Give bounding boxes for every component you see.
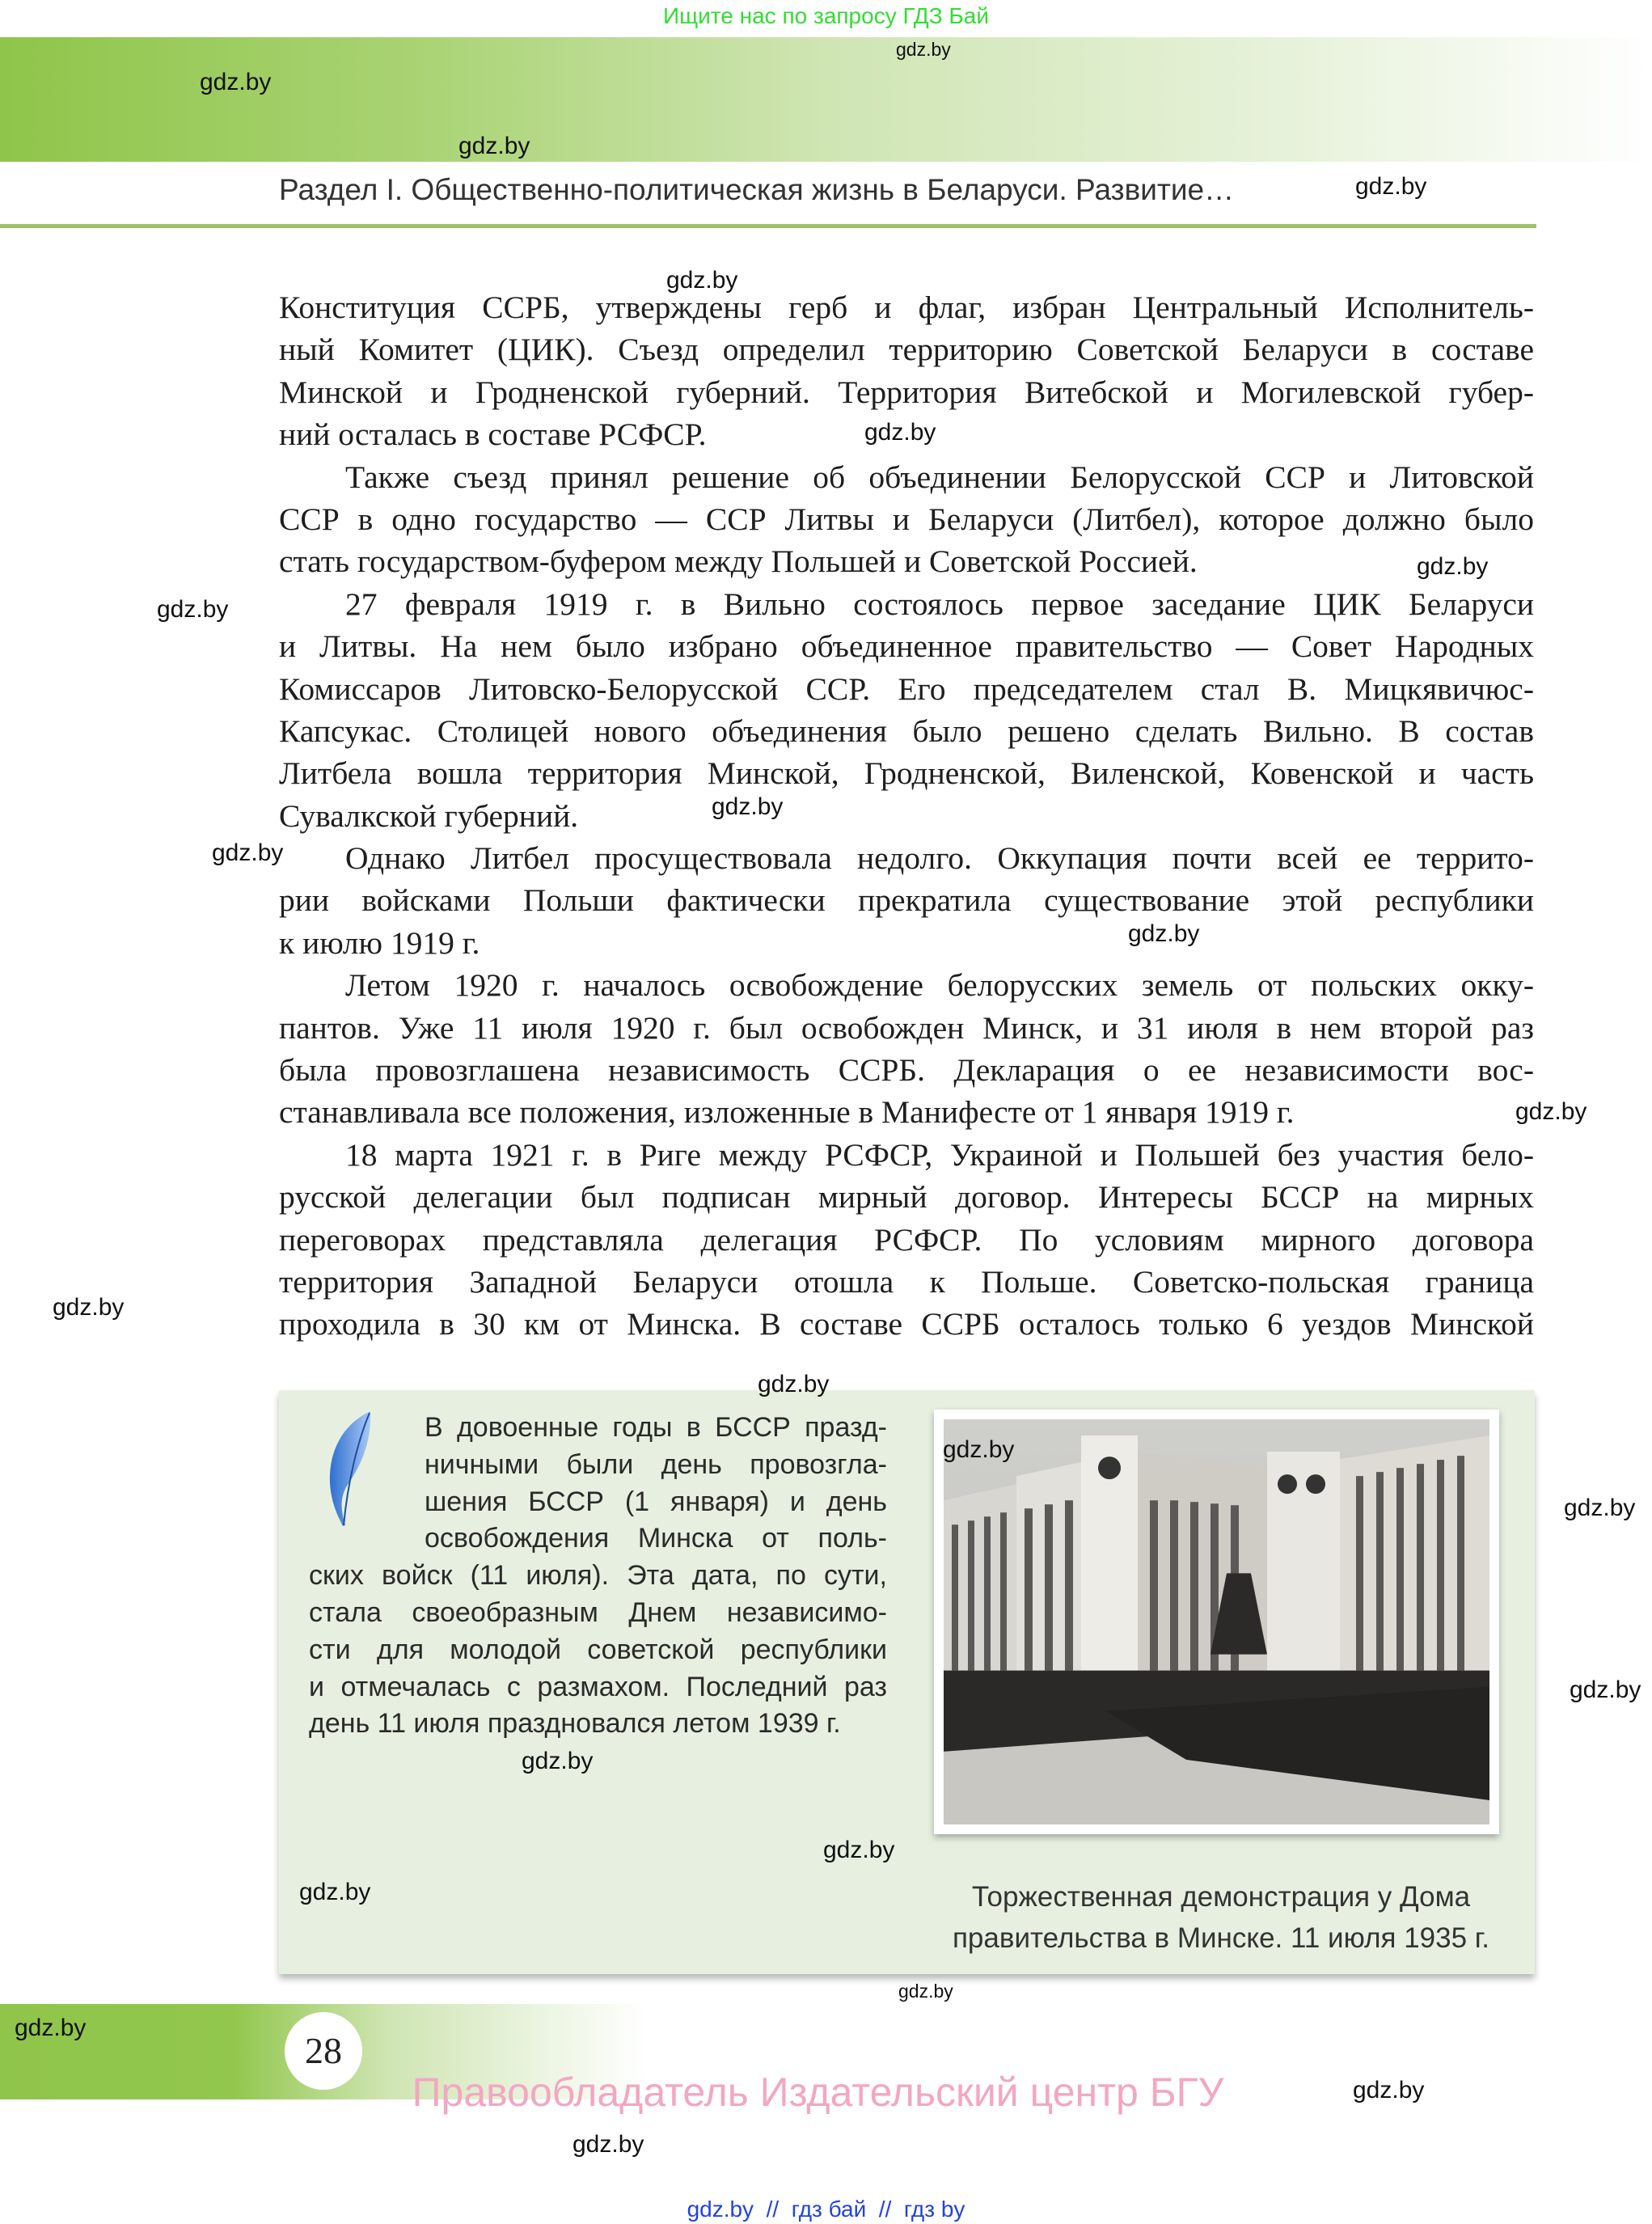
copyright-notice: Правообладатель Издательский центр БГУ	[412, 2070, 1224, 2115]
text-line: ний осталась в составе РСФСР.	[279, 416, 707, 453]
note-line: день 11 июля праздновался летом 1939 г.	[309, 1708, 841, 1740]
watermark: gdz.by	[943, 1436, 1015, 1463]
text-line: пантов. Уже 11 июля 1920 г. был освобожден Минск, и 31 июля в нем второй раз	[279, 1009, 1534, 1046]
note-text	[309, 1410, 887, 1743]
watermark: gdz.by	[15, 2015, 87, 2041]
note-line: и отмечалась с размахом. Последний раз	[309, 1671, 887, 1702]
note-line: В довоенные годы в БССР празд-	[425, 1412, 887, 1443]
text-line: и Литвы. На нем было избрано объединенное правительство — Совет Народных	[279, 628, 1534, 665]
note-line: ничными были день провозгла-	[425, 1448, 887, 1480]
text-line: Минской и Гродненской губерний. Территория Витебской и Могилевской губер-	[279, 374, 1534, 410]
watermark: gdz.by	[758, 1371, 830, 1397]
text-line: стать государством-буфером между Польшей и Советской Россией.	[279, 543, 1198, 580]
text-line: Однако Литбел просуществовала недолго. Оккупация почти всей ее террито-	[345, 840, 1534, 877]
text-line: была провозглашена независимость ССРБ. Декларация о ее независимости вос-	[279, 1052, 1534, 1089]
watermark: gdz.by	[200, 69, 272, 95]
watermark: gdz.by	[522, 1748, 594, 1774]
text-line: русской делегации был подписан мирный договор. Интересы БССР на мирных	[279, 1179, 1534, 1216]
watermark: gdz.by	[896, 39, 951, 60]
watermark: gdz.by	[712, 793, 784, 820]
watermark: gdz.by	[212, 839, 284, 866]
note-line: ских войск (11 июля). Эта дата, по сути,	[309, 1560, 887, 1592]
note-line: сти для молодой советской республики	[309, 1634, 887, 1665]
text-line: Летом 1920 г. началось освобождение белорусских земель от польских окку-	[345, 967, 1534, 1004]
caption-line: правительства в Минске. 11 июля 1935 г.	[952, 1922, 1489, 1954]
text-line: 27 февраля 1919 г. в Вильно состоялось первое заседание ЦИК Беларуси	[345, 586, 1534, 622]
text-line: 18 марта 1921 г. в Риге между РСФСР, Украиной и Польшей без участия бело-	[345, 1136, 1534, 1173]
watermark: gdz.by	[1570, 1676, 1641, 1703]
text-line: территория Западной Беларуси отошла к Польше. Советско-польская граница	[279, 1263, 1534, 1300]
text-line: ССР в одно государство — ССР Литвы и Беларуси (Литбел), которое должно было	[279, 501, 1534, 537]
text-line: Капсукас. Столицей нового объединения было решено сделать Вильно. В состав	[279, 712, 1534, 749]
watermark: gdz.by	[823, 1837, 895, 1863]
historic-photo	[934, 1410, 1499, 1834]
watermark: gdz.by	[53, 1294, 125, 1321]
caption-line: Торжественная демонстрация у Дома	[971, 1881, 1471, 1913]
page-number: 28	[285, 2012, 362, 2090]
note-line: стала своеобразным Днем независимо-	[309, 1596, 887, 1628]
watermark: gdz.by	[864, 419, 936, 446]
running-head: Раздел I. Общественно-политическая жизнь в Беларуси. Развитие…	[279, 173, 1235, 206]
text-line: рии войсками Польши фактически прекратила существование этой республики	[279, 882, 1534, 919]
watermark: gdz.by	[898, 1981, 953, 2002]
header-band	[0, 37, 1652, 162]
watermark: gdz.by	[666, 267, 738, 294]
text-line: проходила в 30 км от Минска. В составе ССРБ осталось только 6 уездов Минской	[279, 1306, 1534, 1342]
text-line: переговорах представляла делегация РСФСР. По условиям мирного договора	[279, 1221, 1534, 1258]
watermark: gdz.by	[572, 2131, 644, 2158]
text-line: ный Комитет (ЦИК). Съезд определил территорию Советской Беларуси в составе	[279, 332, 1534, 368]
text-line: станавливала все положения, изложенные в Манифесте от 1 января 1919 г.	[279, 1094, 1295, 1131]
bottom-links[interactable]: gdz.by // гдз бай // гдз by	[687, 2197, 965, 2222]
watermark: gdz.by	[1515, 1098, 1587, 1125]
text-line: Комиссаров Литовско-Белорусской ССР. Его председателем стал В. Мицкявичюс-	[279, 670, 1534, 707]
text-line: Сувалкской губерний.	[279, 797, 579, 834]
text-line: Литбела вошла территория Минской, Гродненской, Виленской, Ковенской и часть	[279, 755, 1534, 792]
note-line: освобождения Минска от поль-	[425, 1523, 887, 1554]
note-line: шения БССР (1 января) и день	[425, 1486, 887, 1517]
photo-caption	[898, 1876, 1544, 1959]
watermark: gdz.by	[458, 133, 530, 159]
search-hint: Ищите нас по запросу ГДЗ Бай	[662, 3, 990, 28]
text-line: Также съезд принял решение об объединении Белорусской ССР и Литовской	[345, 459, 1534, 495]
text-line: Конституция ССРБ, утверждены герб и флаг, избран Центральный Исполнитель-	[279, 290, 1534, 325]
text-line: к июлю 1919 г.	[279, 924, 480, 961]
watermark: gdz.by	[1353, 2077, 1425, 2103]
watermark: gdz.by	[1355, 173, 1427, 200]
watermark: gdz.by	[299, 1879, 371, 1905]
header-divider	[0, 224, 1536, 228]
watermark: gdz.by	[1564, 1495, 1636, 1521]
watermark: gdz.by	[157, 596, 229, 623]
watermark: gdz.by	[1417, 553, 1489, 580]
watermark: gdz.by	[1128, 920, 1200, 947]
